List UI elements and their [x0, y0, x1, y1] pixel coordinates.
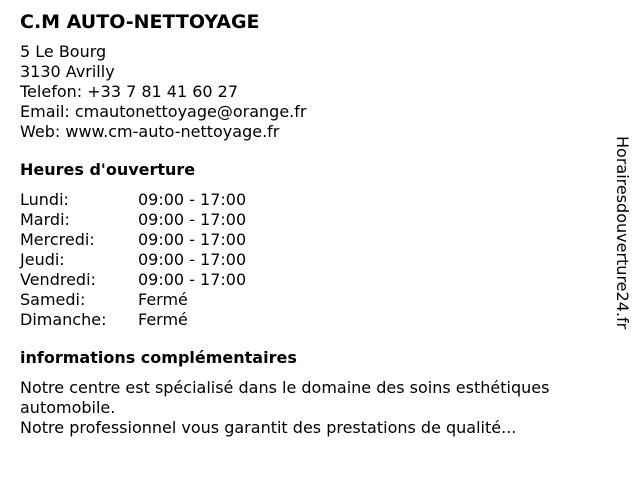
hours-row-thursday [20, 250, 620, 270]
day-label: Lundi: [20, 190, 69, 209]
business-card [20, 10, 620, 438]
day-label: Mercredi: [20, 230, 95, 249]
day-hours: 09:00 - 17:00 [138, 250, 247, 269]
day-label: Vendredi: [20, 270, 96, 289]
day-label: Samedi: [20, 290, 86, 309]
info-description: Notre centre est spécialisé dans le domaine des soins esthétiques automobile. [20, 378, 550, 417]
day-label: Jeudi: [20, 250, 65, 269]
email-address: Email: cmautonettoyage@orange.fr [20, 102, 307, 121]
phone-number: Telefon: +33 7 81 41 60 27 [20, 82, 239, 101]
address-line-1: 5 Le Bourg [20, 42, 107, 61]
day-label: Mardi: [20, 210, 70, 229]
hours-row-saturday [20, 290, 620, 310]
site-watermark: Horairesdouverture24.fr [613, 136, 632, 330]
day-hours: Fermé [138, 310, 188, 329]
day-hours: 09:00 - 17:00 [138, 190, 247, 209]
info-quality-note: Notre professionnel vous garantit des prestations de qualité... [20, 418, 517, 437]
day-label: Dimanche: [20, 310, 107, 329]
hours-row-friday [20, 270, 620, 290]
day-hours: Fermé [138, 290, 188, 309]
website: Web: www.cm-auto-nettoyage.fr [20, 122, 280, 141]
address-line-2: 3130 Avrilly [20, 62, 115, 81]
hours-row-monday [20, 190, 620, 210]
day-hours: 09:00 - 17:00 [138, 230, 247, 249]
hours-row-sunday [20, 310, 620, 330]
hours-row-tuesday [20, 210, 620, 230]
hours-heading: Heures d'ouverture [20, 160, 196, 179]
business-name: C.M AUTO-NETTOYAGE [20, 11, 260, 33]
day-hours: 09:00 - 17:00 [138, 210, 247, 229]
info-heading: informations complémentaires [20, 348, 297, 367]
day-hours: 09:00 - 17:00 [138, 270, 247, 289]
hours-row-wednesday [20, 230, 620, 250]
